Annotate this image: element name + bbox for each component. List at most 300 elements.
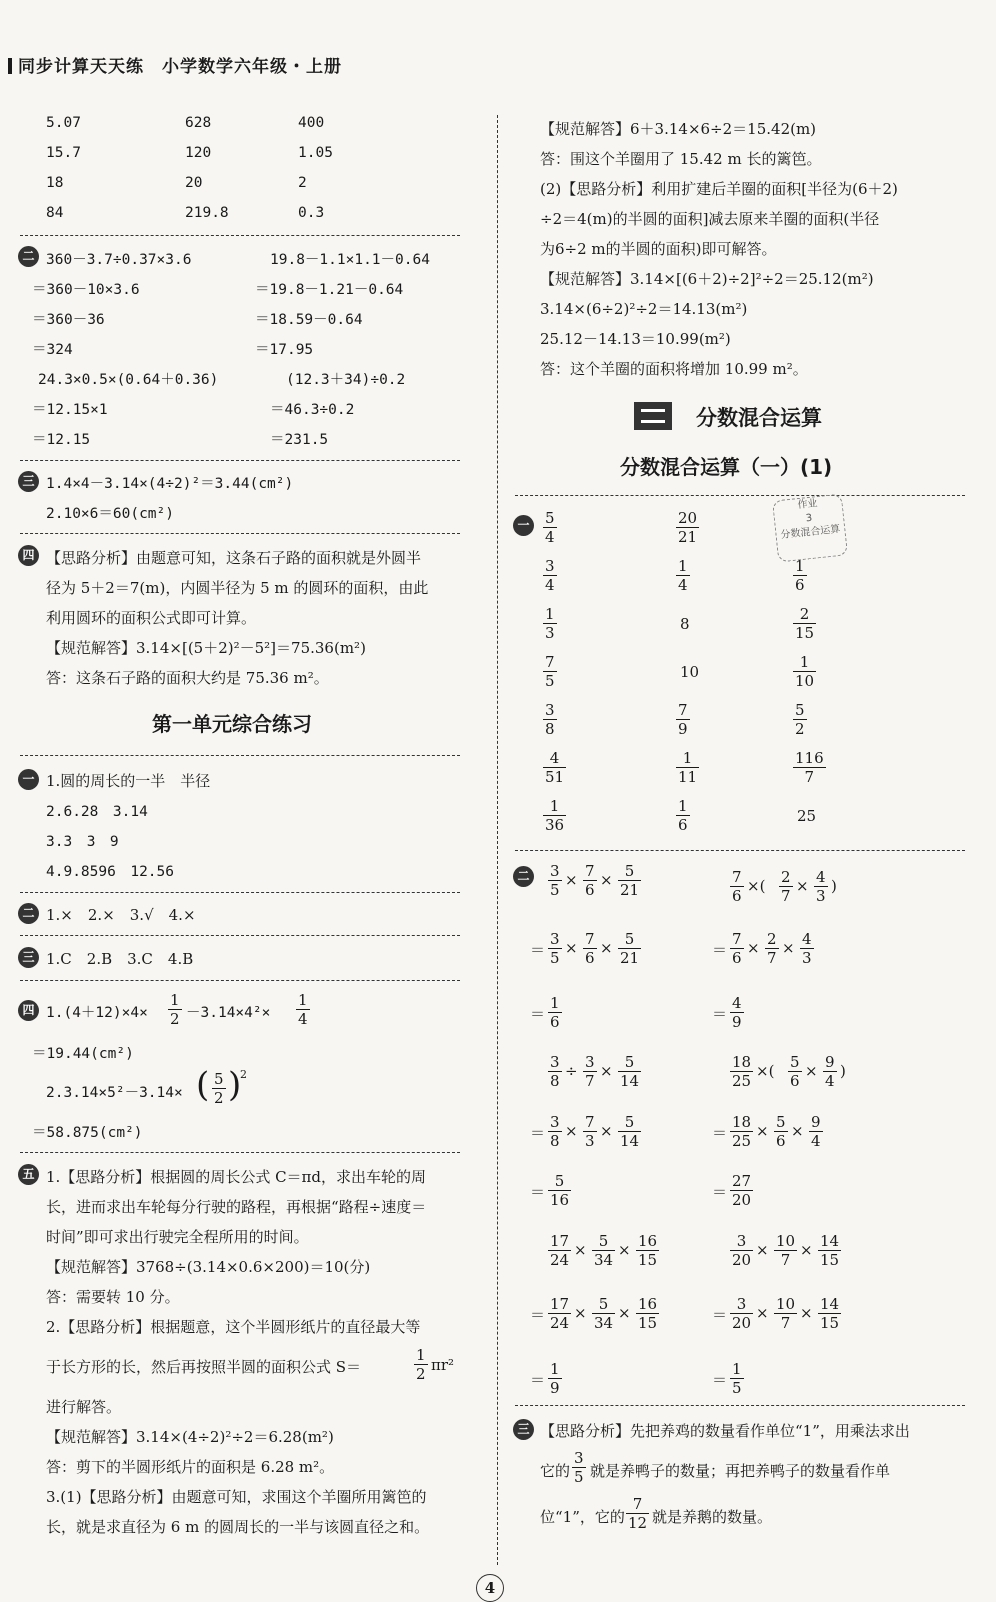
fraction (800, 930, 814, 967)
operator: × (791, 1122, 804, 1140)
numerator: 3 (550, 1053, 560, 1071)
fraction (730, 1172, 753, 1209)
calc-line: －3.14×4²× (186, 1005, 271, 1021)
numerator: 5 (618, 862, 641, 881)
calc-line: ＝19.44(cm²) (32, 1046, 134, 1062)
operator: ＝ (530, 941, 546, 959)
denominator: 25 (732, 1132, 752, 1150)
fraction (814, 868, 828, 905)
denominator: 5 (545, 672, 555, 690)
text-line: 3.(1)【思路分析】由题意可知，求围这个羊圈所用篱笆的 (46, 1488, 427, 1506)
right-paren: ) (228, 1065, 242, 1105)
denominator: 14 (620, 1132, 640, 1150)
calc-line: ＝360－36 (32, 312, 105, 328)
numerator: 14 (820, 1232, 840, 1250)
numerator: 116 (795, 749, 824, 767)
operator: × (565, 1122, 578, 1140)
fraction (548, 862, 562, 899)
text-line: 【规范解答】3768÷(3.14×0.6×200)＝10(分) (46, 1258, 371, 1276)
numerator: 1 (416, 1346, 426, 1364)
fraction (730, 1360, 744, 1397)
denominator: 3 (585, 1132, 595, 1150)
operator: ) (831, 877, 837, 895)
numerator: 2 (767, 930, 777, 948)
denominator: 4 (678, 576, 688, 594)
text-line: (2)【思路分析】利用扩建后羊圈的面积[半径为(6＋2) (540, 180, 898, 198)
numerator: 3 (545, 701, 555, 719)
section-badge: 四 (18, 545, 39, 566)
denominator: 7 (585, 1072, 595, 1090)
denominator: 51 (545, 768, 565, 786)
calc-line: ＝58.875(cm²) (32, 1125, 143, 1141)
numerator: 1 (550, 994, 560, 1012)
fraction (543, 557, 557, 594)
fraction (823, 1053, 837, 1090)
page-number: 4 (476, 1574, 504, 1602)
section-separator (20, 235, 460, 236)
denominator: 34 (594, 1314, 614, 1332)
denominator: 2 (795, 720, 805, 738)
denominator: 5 (550, 881, 560, 899)
text-line: 【规范解答】3.14×(4÷2)²÷2＝6.28(m²) (46, 1428, 334, 1446)
text-line: 位“1”，它的 (540, 1508, 625, 1526)
fraction (548, 1053, 562, 1090)
numerator: 5 (776, 1113, 786, 1131)
text-line: 利用圆环的面积公式即可计算。 (46, 609, 257, 627)
numerator: 5 (592, 1232, 615, 1251)
fraction (676, 797, 690, 834)
denominator: 4 (811, 1132, 821, 1150)
fraction (548, 1295, 571, 1332)
fraction (543, 797, 566, 834)
fraction (793, 605, 816, 642)
stamp-line: 作业 (797, 498, 819, 512)
fraction (774, 1232, 797, 1269)
homework-stamp (772, 494, 848, 563)
denominator: 21 (678, 528, 698, 546)
denominator: 15 (820, 1251, 840, 1269)
denominator: 9 (732, 1013, 742, 1031)
denominator: 24 (550, 1314, 570, 1332)
text-line: ÷2＝4(m)的半圆的面积]减去原来羊圈的面积(半径 (540, 210, 880, 228)
denominator: 8 (550, 1072, 560, 1090)
operator: × (805, 1062, 818, 1080)
unit-title: 第一单元综合练习 (152, 712, 312, 736)
numerator: 2 (781, 868, 791, 886)
numerator: 4 (816, 868, 826, 886)
fraction (765, 930, 779, 967)
section-separator (20, 1152, 460, 1153)
denominator: 12 (628, 1514, 648, 1532)
text-line: 1.C 2.B 3.C 4.B (46, 950, 194, 968)
fraction (774, 1113, 788, 1150)
fraction (212, 1070, 226, 1107)
fraction (636, 1295, 659, 1332)
numerator: 7 (545, 653, 555, 671)
fraction (592, 1295, 615, 1332)
denominator: 6 (678, 816, 688, 834)
denominator: 24 (550, 1251, 570, 1269)
numerator: 18 (732, 1113, 752, 1131)
denominator: 2 (170, 1010, 180, 1028)
numerator: 1 (795, 557, 805, 575)
denominator: 5 (574, 1468, 584, 1486)
fraction (572, 1449, 586, 1486)
denominator: 14 (620, 1072, 640, 1090)
numerator: 1 (170, 991, 180, 1009)
operator: ＝ (530, 1371, 546, 1389)
denominator: 2 (214, 1089, 224, 1107)
numerator: 4 (802, 930, 812, 948)
column-divider (497, 115, 499, 1565)
numerator: 7 (678, 701, 688, 719)
fraction (618, 862, 641, 899)
fraction (543, 605, 557, 642)
fraction (543, 653, 557, 690)
operator: ＝ (712, 1124, 728, 1142)
denominator: 3 (802, 949, 812, 967)
denominator: 15 (795, 624, 815, 642)
numerator: 3 (730, 1295, 753, 1314)
fraction (548, 1360, 562, 1397)
chapter-icon (634, 402, 672, 430)
calc-line: 19.8－1.1×1.1－0.64 (270, 252, 430, 268)
operator: × (600, 939, 613, 957)
denominator: 7 (804, 768, 815, 786)
operator: × (618, 1304, 631, 1322)
operator: × (782, 939, 795, 957)
answer-value: 5.07 (46, 115, 81, 131)
operator: × (618, 1241, 631, 1259)
fraction (618, 1113, 641, 1150)
text-line: 长，就是求直径为 6 m 的圆周长的一半与该圆直径之和。 (46, 1518, 430, 1536)
operator: × (796, 877, 809, 895)
denominator: 8 (545, 720, 555, 738)
text-line: 时间”即可求出行驶完全程所用的时间。 (46, 1228, 309, 1246)
denominator: 25 (732, 1072, 752, 1090)
fraction (809, 1113, 823, 1150)
fraction (730, 868, 744, 905)
text-line: 答：这条石子路的面积大约是 75.36 m²。 (46, 669, 329, 687)
section-badge: 二 (18, 246, 39, 267)
numerator: 3 (550, 930, 560, 948)
section-separator (515, 1405, 965, 1406)
text-line: 答：这个羊圈的面积将增加 10.99 m²。 (540, 360, 808, 378)
text-line: 25.12－14.13＝10.99(m²) (540, 330, 731, 348)
text-line: 【规范解答】6＋3.14×6÷2＝15.42(m) (540, 120, 817, 138)
fraction (548, 994, 562, 1031)
section-badge: 一 (513, 515, 534, 536)
page-header (8, 52, 342, 77)
numerator: 17 (550, 1295, 570, 1313)
calc-line: (12.3＋34)÷0.2 (286, 372, 406, 388)
denominator: 9 (678, 720, 688, 738)
answer-value: 10 (680, 663, 700, 681)
section-badge: 一 (18, 769, 39, 790)
operator: × (565, 871, 578, 889)
calc-line: ＝46.3÷0.2 (270, 402, 355, 418)
section-badge: 三 (18, 947, 39, 968)
fraction (774, 1295, 797, 1332)
calc-line: ＝18.59－0.64 (255, 312, 363, 328)
operator: ＝ (712, 1183, 728, 1201)
denominator: 15 (638, 1314, 658, 1332)
numerator: 1 (298, 991, 308, 1009)
section-badge: 五 (18, 1164, 39, 1185)
text-line: 于长方形的长，然后再按照半圆的面积公式 S＝ (46, 1358, 362, 1376)
fraction (583, 1053, 597, 1090)
answer-value: 400 (298, 115, 325, 131)
fraction (788, 1053, 802, 1090)
fraction (793, 653, 816, 690)
exponent: 2 (240, 1068, 247, 1081)
section-separator (20, 460, 460, 461)
numerator: 3 (574, 1449, 584, 1467)
numerator: 7 (626, 1495, 649, 1514)
numerator: 16 (638, 1232, 658, 1250)
denominator: 10 (795, 672, 815, 690)
operator: × (800, 1241, 813, 1259)
answer-value: 84 (46, 205, 64, 221)
denominator: 3 (816, 887, 826, 905)
text-line: 为6÷2 m的半圆的面积)即可解答。 (540, 240, 777, 258)
denominator: 20 (732, 1251, 752, 1269)
numerator: 5 (545, 509, 555, 527)
denominator: 6 (550, 1013, 560, 1031)
denominator: 4 (545, 576, 555, 594)
numerator: 16 (638, 1295, 658, 1313)
operator: ×( (747, 877, 766, 895)
numerator: 1 (793, 653, 816, 672)
calc-line: 24.3×0.5×(0.64＋0.36) (38, 372, 219, 388)
numerator: 10 (776, 1295, 796, 1313)
numerator: 18 (732, 1053, 752, 1071)
denominator: 9 (550, 1379, 560, 1397)
formula-tail: πr² (431, 1356, 455, 1374)
fraction (793, 557, 807, 594)
numerator: 2 (793, 605, 816, 624)
denominator: 36 (545, 816, 565, 834)
fraction (168, 991, 182, 1028)
denominator: 6 (776, 1132, 786, 1150)
fraction (730, 1113, 753, 1150)
operator: ＝ (712, 1371, 728, 1389)
operator: × (756, 1304, 769, 1322)
numerator: 7 (732, 930, 742, 948)
section-separator (20, 892, 460, 893)
denominator: 5 (732, 1379, 742, 1397)
answer-value: 219.8 (185, 205, 229, 221)
denominator: 11 (678, 768, 698, 786)
operator: × (747, 939, 760, 957)
fraction (618, 1053, 641, 1090)
section-separator (515, 495, 965, 496)
calc-line: 360－3.7÷0.37×3.6 (46, 252, 192, 268)
fraction (296, 991, 310, 1028)
operator: × (800, 1304, 813, 1322)
numerator: 5 (548, 1172, 571, 1191)
numerator: 3 (585, 1053, 595, 1071)
denominator: 7 (781, 887, 791, 905)
numerator: 14 (820, 1295, 840, 1313)
operator: × (574, 1241, 587, 1259)
fraction (730, 1232, 753, 1269)
denominator: 20 (732, 1191, 752, 1209)
fraction (730, 1053, 753, 1090)
text-line: 3.3 3 9 (46, 834, 119, 850)
numerator: 4 (543, 749, 566, 768)
text-line: 答：围这个羊圈用了 15.42 m 长的篱笆。 (540, 150, 822, 168)
fraction (676, 509, 699, 546)
numerator: 7 (585, 862, 595, 880)
calc-line: ＝360－10×3.6 (32, 282, 140, 298)
calc-line: ＝17.95 (255, 342, 314, 358)
text-line: 就是养鸭子的数量；再把养鸭子的数量看作单 (590, 1462, 891, 1480)
operator: × (574, 1304, 587, 1322)
text-line: 1.【思路分析】根据圆的周长公式 C＝πd，求出车轮的周 (46, 1168, 427, 1186)
answer-value: 8 (680, 615, 690, 633)
section-separator (20, 755, 460, 756)
numerator: 5 (618, 930, 641, 949)
calc-line: ＝324 (32, 342, 73, 358)
denominator: 6 (790, 1072, 800, 1090)
operator: ＝ (530, 1306, 546, 1324)
fraction (626, 1495, 649, 1532)
numerator: 1 (732, 1360, 742, 1378)
operator: ＝ (712, 1306, 728, 1324)
denominator: 5 (550, 949, 560, 967)
denominator: 6 (732, 949, 742, 967)
numerator: 5 (618, 1113, 641, 1132)
lesson-title: 分数混合运算（一）(1) (620, 455, 833, 479)
denominator: 7 (767, 949, 777, 967)
numerator: 9 (825, 1053, 835, 1071)
numerator: 1 (545, 605, 555, 623)
answer-value: 120 (185, 145, 212, 161)
section-separator (20, 980, 460, 981)
answer-value: 15.7 (46, 145, 81, 161)
text-line: 2.【思路分析】根据题意，这个半圆形纸片的直径最大等 (46, 1318, 421, 1336)
answer-value: 1.05 (298, 145, 333, 161)
numerator: 5 (790, 1053, 800, 1071)
fraction (583, 1113, 597, 1150)
denominator: 6 (795, 576, 805, 594)
numerator: 9 (811, 1113, 821, 1131)
numerator: 4 (732, 994, 742, 1012)
calc-line: 1.(4＋12)×4× (46, 1005, 148, 1021)
denominator: 6 (732, 887, 742, 905)
calc-line: 1.4×4－3.14×(4÷2)²＝3.44(cm²) (46, 476, 294, 492)
fraction (818, 1295, 841, 1332)
fraction (548, 1232, 571, 1269)
operator: × (565, 939, 578, 957)
text-line: 1.圆的周长的一半 半径 (46, 772, 211, 790)
denominator: 4 (545, 528, 555, 546)
fraction (676, 557, 690, 594)
numerator: 3 (545, 557, 555, 575)
denominator: 4 (825, 1072, 835, 1090)
stamp-line: 分数混合运算 (780, 523, 841, 542)
fraction (818, 1232, 841, 1269)
operator: ＝ (530, 1124, 546, 1142)
section-badge: 三 (18, 471, 39, 492)
header-title: 同步计算天天练 小学数学六年级・上册 (18, 57, 342, 77)
numerator: 1 (678, 557, 688, 575)
fraction (779, 868, 793, 905)
numerator: 1 (678, 797, 688, 815)
denominator: 2 (416, 1365, 426, 1383)
fraction (543, 509, 557, 546)
operator: × (756, 1241, 769, 1259)
denominator: 4 (298, 1010, 308, 1028)
operator: ＝ (712, 941, 728, 959)
denominator: 15 (820, 1314, 840, 1332)
operator: × (600, 1062, 613, 1080)
text-line: 【规范解答】3.14×[(6＋2)÷2]²÷2＝25.12(m²) (540, 270, 874, 288)
answer-value: 20 (185, 175, 203, 191)
denominator: 15 (638, 1251, 658, 1269)
text-line: 1.× 2.× 3.√ 4.× (46, 906, 196, 924)
left-paren: ( (196, 1065, 210, 1105)
operator: ＝ (530, 1005, 546, 1023)
answer-value: 628 (185, 115, 212, 131)
operator: ＝ (712, 1005, 728, 1023)
numerator: 1 (543, 797, 566, 816)
text-line: 【思路分析】由题意可知，这条石子路的面积就是外圆半 (46, 549, 422, 567)
denominator: 21 (620, 949, 640, 967)
text-line: 答：剪下的半圆形纸片的面积是 6.28 m²。 (46, 1458, 335, 1476)
fraction (414, 1346, 428, 1383)
fraction (730, 1295, 753, 1332)
numerator: 27 (732, 1172, 752, 1190)
fraction (548, 1172, 571, 1209)
numerator: 7 (732, 868, 742, 886)
fraction (636, 1232, 659, 1269)
stamp-line: 3 (805, 512, 813, 525)
denominator: 6 (585, 949, 595, 967)
text-line: 径为 5＋2＝7(m)，内圆半径为 5 m 的圆环的面积，由此 (46, 579, 429, 597)
denominator: 7 (780, 1314, 791, 1332)
calc-line: 2.3.14×5²－3.14× (46, 1085, 183, 1101)
fraction (583, 862, 597, 899)
fraction (543, 749, 566, 786)
denominator: 7 (780, 1251, 791, 1269)
operator: × (600, 1122, 613, 1140)
fraction (676, 701, 690, 738)
calc-line: ＝231.5 (270, 432, 329, 448)
numerator: 5 (795, 701, 805, 719)
answer-value: 0.3 (298, 205, 325, 221)
fraction (730, 930, 744, 967)
numerator: 3 (550, 1113, 560, 1131)
answer-value: 2 (298, 175, 307, 191)
text-line: 长，进而求出车轮每分行驶的路程，再根据“路程÷速度＝ (46, 1198, 427, 1216)
denominator: 21 (620, 881, 640, 899)
section-badge: 四 (18, 1000, 39, 1021)
denominator: 16 (550, 1191, 570, 1209)
operator: ＝ (530, 1183, 546, 1201)
section-separator (515, 850, 965, 851)
section-badge: 二 (18, 903, 39, 924)
numerator: 3 (730, 1232, 753, 1251)
text-line: 4.9.8596 12.56 (46, 864, 174, 880)
operator: × (600, 871, 613, 889)
numerator: 7 (585, 1113, 595, 1131)
numerator: 10 (776, 1232, 796, 1250)
fraction (548, 930, 562, 967)
operator: ÷ (565, 1062, 578, 1080)
fraction (592, 1232, 615, 1269)
